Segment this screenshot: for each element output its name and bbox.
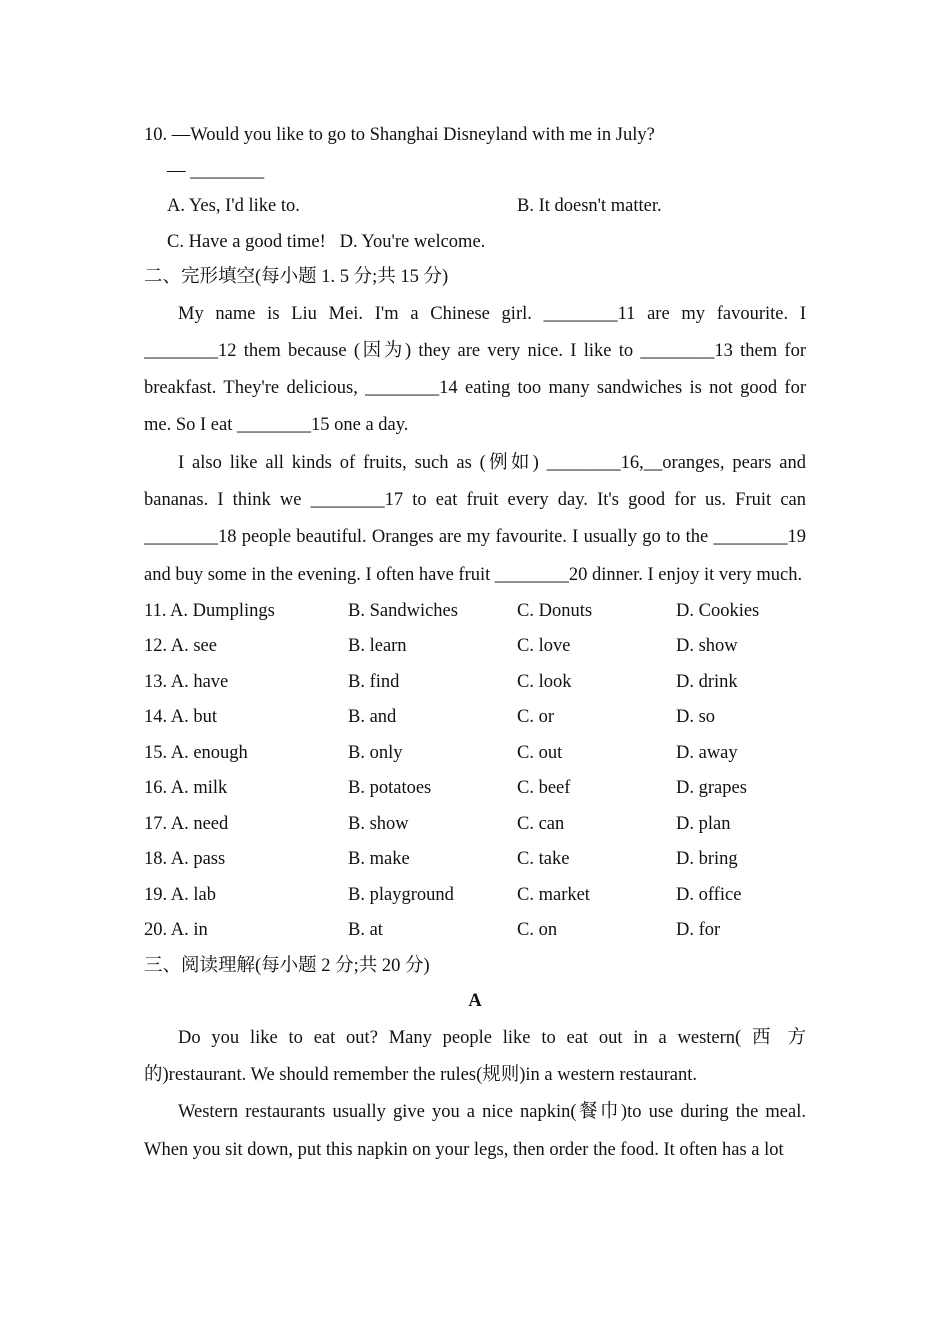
q10-reply: — ________ (167, 160, 265, 181)
option-c: C. take (517, 849, 570, 870)
option-c: C. beef (517, 778, 571, 799)
question-row (144, 913, 806, 949)
option-b: B. potatoes (348, 778, 432, 799)
option-a: 13. A. have (144, 671, 229, 692)
option-b: B. playground (348, 884, 454, 905)
option-c: C. can (517, 813, 565, 834)
q10-option-b: B. It doesn't matter. (517, 196, 662, 216)
option-b: B. learn (348, 636, 407, 657)
option-c: C. Donuts (517, 600, 593, 621)
option-d: D. so (676, 707, 716, 728)
q10-options-row1 (144, 189, 806, 225)
option-a: 11. A. Dumplings (144, 600, 275, 621)
option-c: C. out (517, 742, 563, 763)
question-row (144, 665, 806, 701)
option-d: D. drink (676, 671, 738, 692)
question-row (144, 629, 806, 665)
question-row (144, 736, 806, 772)
exam-content (144, 118, 806, 1169)
option-c: C. on (517, 920, 558, 941)
cloze-options-table (144, 594, 806, 949)
reading-paragraph-1: Do you like to eat out? Many people like to eat out in a western( 西 方 的)restaurant. We should remember the rules(规则)in a western restaurant. (144, 1027, 806, 1086)
option-b: B. at (348, 920, 383, 941)
option-d: D. plan (676, 813, 731, 834)
option-a: 17. A. need (144, 813, 229, 834)
section3-heading: 三、阅读理解(每小题 2 分;共 20 分) (144, 955, 430, 976)
option-d: D. office (676, 884, 742, 905)
option-a: 18. A. pass (144, 849, 226, 870)
option-a: 15. A. enough (144, 742, 248, 763)
option-c: C. love (517, 636, 571, 657)
option-b: B. show (348, 813, 409, 834)
option-a: 19. A. lab (144, 884, 216, 905)
option-a: 16. A. milk (144, 778, 228, 799)
option-a: 14. A. but (144, 707, 217, 728)
question-row (144, 807, 806, 843)
q10-options-row2 (144, 225, 806, 261)
passage-label: A (468, 991, 482, 1012)
option-d: D. bring (676, 849, 738, 870)
option-b: B. find (348, 671, 400, 692)
option-c: C. look (517, 671, 572, 692)
q10-option-a: A. Yes, I'd like to. (167, 196, 300, 216)
option-b: B. Sandwiches (348, 600, 458, 621)
question-row (144, 594, 806, 630)
q10-option-d: D. You're welcome. (339, 231, 486, 252)
cloze-paragraph-1: My name is Liu Mei. I'm a Chinese girl. ________11 are my favourite. I ________12 them because (因为) they are very nice. I like to ________13 them for breakfast. They're delicious, ________14 eating too many sandwiches is not good for me. So I eat ________15 one a day. (144, 303, 806, 436)
cloze-paragraph-2: I also like all kinds of fruits, such as (例如) ________16,__oranges, pears and bananas. I think we ________17 to eat fruit every day. It's good for us. Fruit can ________18 people beautiful. Oranges are my favourite. I usually go to the ________19 and buy some in the evening. I often have fruit ________20 dinner. I enjoy it very much. (144, 452, 806, 585)
option-a: 20. A. in (144, 920, 208, 941)
section2-heading: 二、完形填空(每小题 1. 5 分;共 15 分) (144, 267, 449, 287)
option-d: D. show (676, 636, 738, 657)
option-b: B. and (348, 707, 397, 728)
option-a: 12. A. see (144, 636, 217, 657)
question-row (144, 771, 806, 807)
option-c: C. or (517, 707, 554, 728)
option-d: D. grapes (676, 778, 747, 799)
q10-stem: 10. —Would you like to go to Shanghai Disneyland with me in July? (144, 125, 655, 145)
question-row (144, 700, 806, 736)
option-b: B. make (348, 849, 410, 870)
option-d: D. Cookies (676, 600, 760, 621)
question-row (144, 842, 806, 878)
option-d: D. away (676, 742, 738, 763)
option-b: B. only (348, 742, 403, 763)
q10-option-c: C. Have a good time! (167, 231, 326, 252)
reading-paragraph-2: Western restaurants usually give you a nice napkin(餐巾)to use during the meal. When you sit down, put this napkin on your legs, then order the food. It often has a lot (144, 1102, 806, 1160)
question-row (144, 878, 806, 914)
option-d: D. for (676, 920, 721, 941)
option-c: C. market (517, 884, 590, 905)
